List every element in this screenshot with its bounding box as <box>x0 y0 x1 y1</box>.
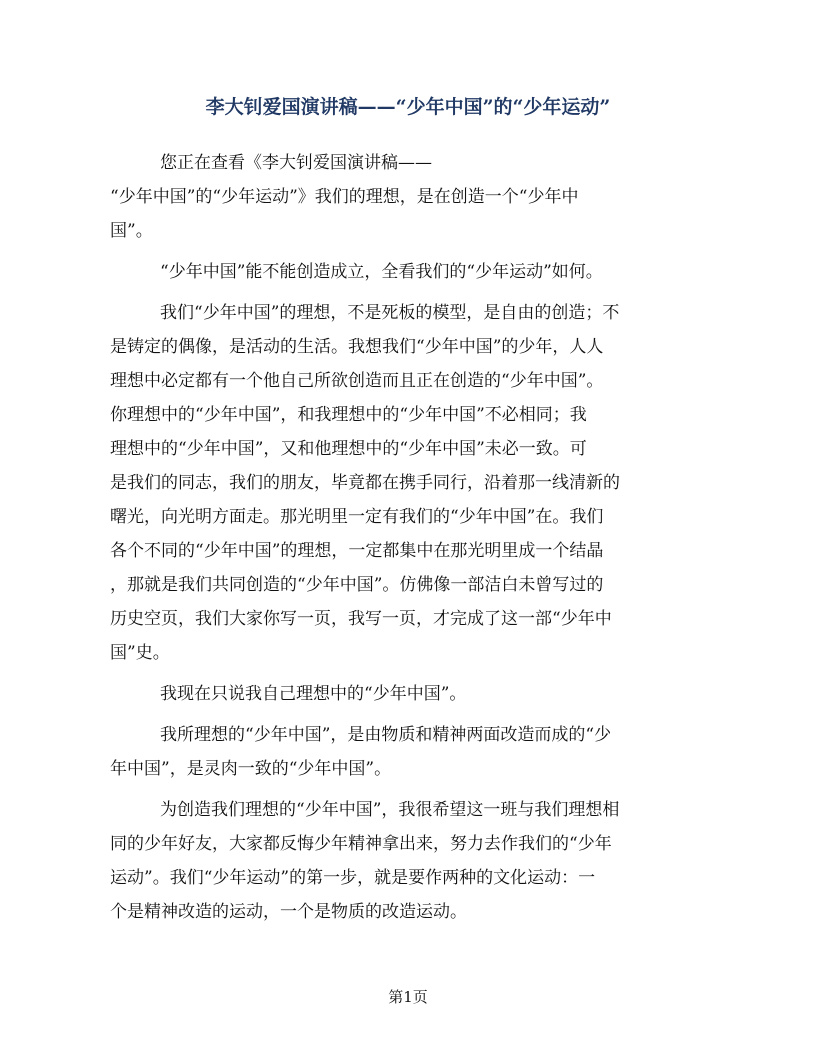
text-line: ，那就是我们共同创造的“少年中国”。仿佛像一部洁白未曾写过的 <box>110 575 604 595</box>
text-line: 理想中的“少年中国”，又和他理想中的“少年中国”未必一致。可 <box>110 439 587 459</box>
text-line: 曙光，向光明方面走。那光明里一定有我们的“少年中国”在。我们 <box>110 507 604 527</box>
text-line: 国”史。 <box>110 643 170 663</box>
text-line: 是铸定的偶像，是活动的生活。我想我们“少年中国”的少年，人人 <box>110 337 604 357</box>
text-line: 为创造我们理想的“少年中国”，我很希望这一班与我们理想相 <box>160 800 620 820</box>
document-body <box>110 146 685 929</box>
text-line: “少年中国”能不能创造成立，全看我们的“少年运动”如何。 <box>160 262 603 282</box>
text-line: 各个不同的“少年中国”的理想，一定都集中在那光明里成一个结晶 <box>110 541 604 561</box>
text-line: 国”。 <box>110 221 153 241</box>
text-line: “少年中国”的“少年运动”》我们的理想，是在创造一个“少年中 <box>110 187 579 207</box>
text-line: 历史空页，我们大家你写一页，我写一页，才完成了这一部“少年中 <box>110 609 612 629</box>
text-line: 年中国”，是灵肉一致的“少年中国”。 <box>110 759 392 779</box>
text-line: 运动”。我们“少年运动”的第一步，就是要作两种的文化运动：一 <box>110 868 596 888</box>
text-line: 我们“少年中国”的理想，不是死板的模型，是自由的创造；不 <box>160 303 620 323</box>
text-line: 个是精神改造的运动，一个是物质的改造运动。 <box>110 902 467 922</box>
text-line: 你理想中的“少年中国”，和我理想中的“少年中国”不必相同；我 <box>110 405 587 425</box>
text-line: 同的少年好友，大家都反悔少年精神拿出来，努力去作我们的“少年 <box>110 834 612 854</box>
page-number: 第1页 <box>388 988 428 1006</box>
text-line: 我现在只说我自己理想中的“少年中国”。 <box>160 684 467 704</box>
text-line: 理想中必定都有一个他自己所欲创造而且正在创造的“少年中国”。 <box>110 371 604 391</box>
text-line: 是我们的同志，我们的朋友，毕竟都在携手同行，沿着那一线清新的 <box>110 473 620 493</box>
text-line: 您正在查看《李大钊爱国演讲稿—— <box>160 153 432 173</box>
page-title: 李大钊爱国演讲稿——“少年中国”的“少年运动” <box>205 96 611 118</box>
text-line: 我所理想的“少年中国”，是由物质和精神两面改造而成的“少 <box>160 725 612 745</box>
